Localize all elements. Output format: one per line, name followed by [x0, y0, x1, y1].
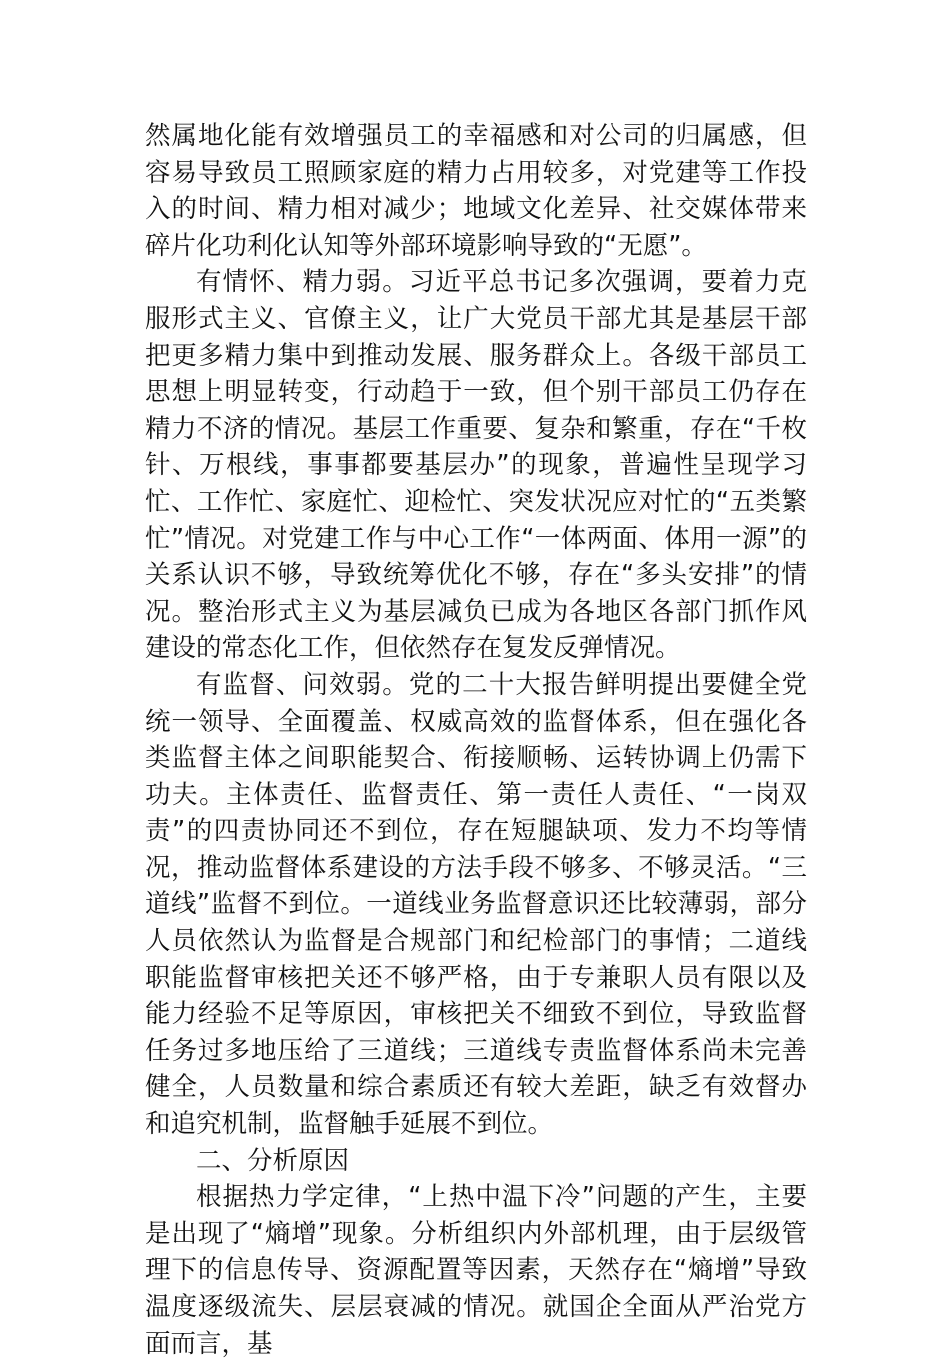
document-page: [145, 118, 807, 1362]
paragraph-thermodynamics: 根据热力学定律，“上热中温下冷”问题的产生，主要是出现了“熵增”现象。分析组织内外部机理，由于层级管理下的信息传导、资源配置等因素，天然存在“熵增”导致温度逐级流失、层层衰减的情况。就国企全面从严治党方面而言，基: [145, 1182, 807, 1359]
paragraph-energy: 有情怀、精力弱。习近平总书记多次强调，要着力克服形式主义、官僚主义，让广大党员干部尤其是基层干部把更多精力集中到推动发展、服务群众上。各级干部员工思想上明显转变，行动趋于一致，但个别干部员工仍存在精力不济的情况。基层工作重要、复杂和繁重，存在“千枚针、万根线，事事都要基层办”的现象，普遍性呈现学习忙、工作忙、家庭忙、迎检忙、突发状况应对忙的“五类繁忙”情况。对党建工作与中心工作“一体两面、体用一源”的关系认识不够，导致统筹优化不够，存在“多头安排”的情况。整治形式主义为基层减负已成为各地区各部门抓作风建设的常态化工作，但依然存在复发反弹情况。: [145, 267, 807, 664]
paragraph-continuation: 然属地化能有效增强员工的幸福感和对公司的归属感，但容易导致员工照顾家庭的精力占用较多，对党建等工作投入的时间、精力相对减少；地域文化差异、社交媒体带来碎片化功利化认知等外部环境影响导致的“无愿”。: [145, 121, 807, 261]
paragraph-supervision: 有监督、问效弱。党的二十大报告鲜明提出要健全党统一领导、全面覆盖、权威高效的监督体系，但在强化各类监督主体之间职能契合、衔接顺畅、运转协调上仍需下功夫。主体责任、监督责任、第一责任人责任、“一岗双责”的四责协同还不到位，存在短腿缺项、发力不均等情况，推动监督体系建设的方法手段不够多、不够灵活。“三道线”监督不到位。一道线业务监督意识还比较薄弱，部分人员依然认为监督是合规部门和纪检部门的事情；二道线职能监督审核把关还不够严格，由于专兼职人员有限以及能力经验不足等原因，审核把关不细致不到位，导致监督任务过多地压给了三道线；三道线专责监督体系尚未完善健全，人员数量和综合素质还有较大差距，缺乏有效督办和追究机制，监督触手延展不到位。: [145, 669, 807, 1140]
section-heading-analysis: 二、分析原因: [196, 1145, 350, 1176]
